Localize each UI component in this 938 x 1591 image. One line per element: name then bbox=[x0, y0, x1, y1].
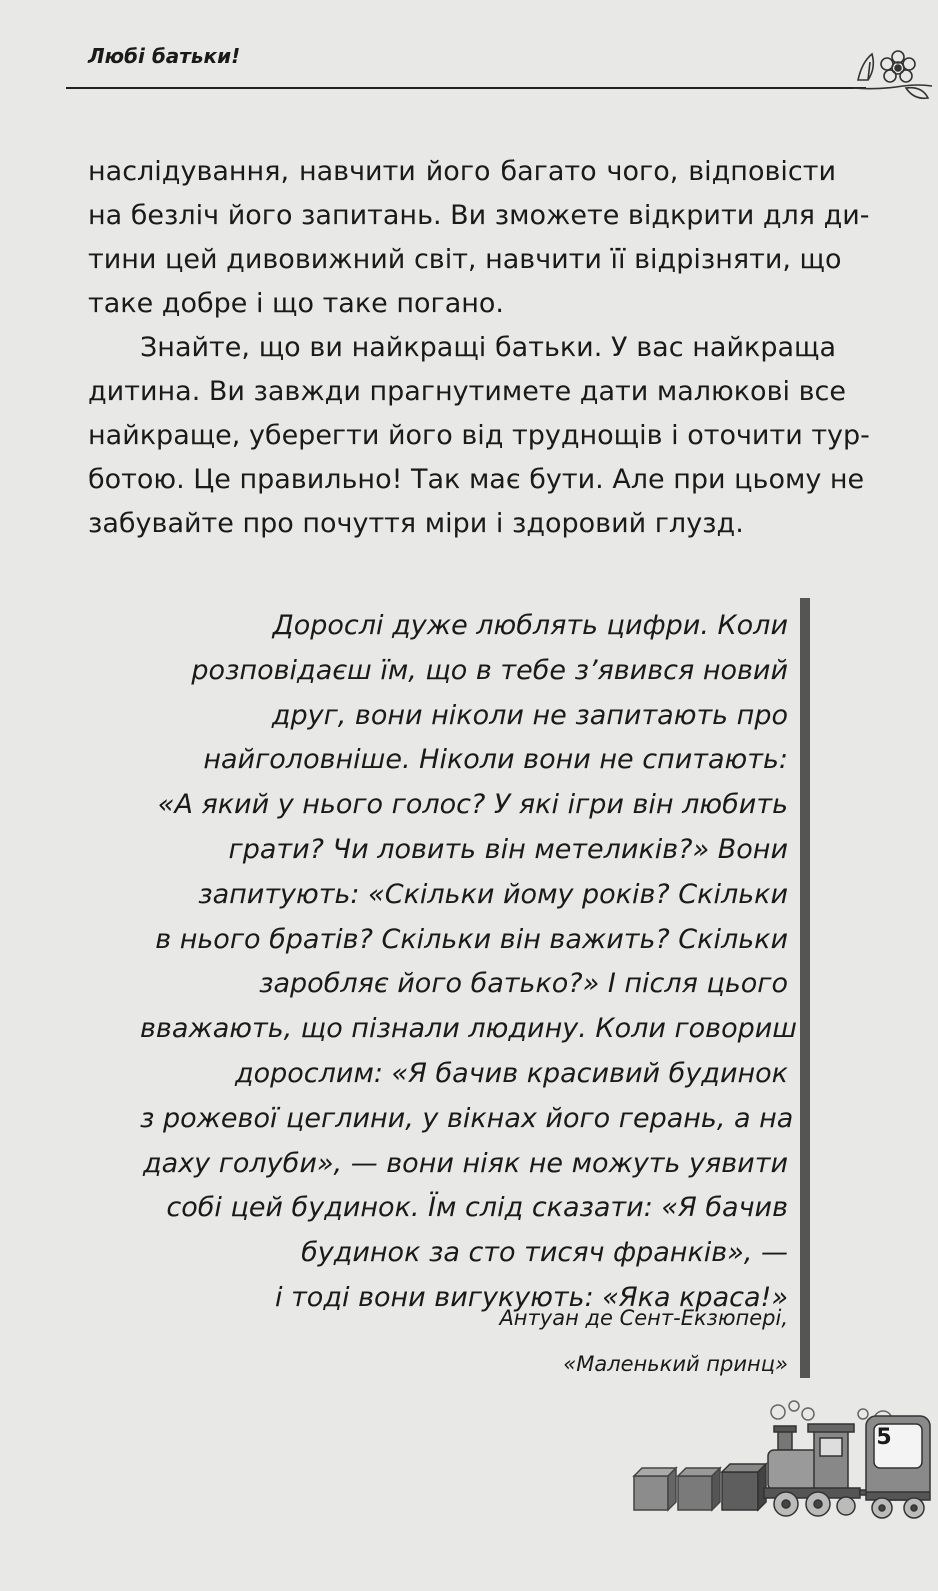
page-number: 5 bbox=[876, 1425, 892, 1450]
header-title: Любі батьки! bbox=[88, 44, 241, 68]
quote-line: з рожевої цеглини, у вікнах його герань, а на bbox=[140, 1102, 794, 1134]
quote-bar bbox=[800, 598, 810, 1378]
body-line: найкраще, уберегти його від труднощів і оточити тур- bbox=[88, 420, 870, 451]
block-icon bbox=[678, 1468, 720, 1510]
body-line: ботою. Це правильно! Так має бути. Але при цьому не bbox=[88, 464, 865, 495]
body-line: дитина. Ви завжди прагнутимете дати малюкові все bbox=[88, 376, 846, 407]
quote-line: Дорослі дуже люблять цифри. Коли bbox=[272, 610, 788, 641]
body-line: Знайте, що ви найкращі батьки. У вас найкраща bbox=[140, 332, 836, 363]
flower-icon bbox=[848, 40, 933, 110]
quote-line: грати? Чи ловить він метеликів?» Вони bbox=[228, 833, 788, 865]
quote-line: найголовніше. Ніколи вони не спитають: bbox=[203, 744, 788, 776]
body-line: наслідування, навчити його багато чого, відповісти bbox=[88, 156, 836, 187]
quote-line: «А який у нього голос? У які ігри він любить bbox=[157, 789, 788, 821]
block-icon bbox=[722, 1464, 766, 1510]
block-icon bbox=[634, 1468, 676, 1510]
quote-line: будинок за сто тисяч франків», — bbox=[301, 1237, 788, 1269]
body-line: забувайте про почуття міри і здоровий глузд. bbox=[88, 508, 744, 539]
body-line: на безліч його запитань. Ви зможете відкрити для ди- bbox=[88, 200, 870, 231]
body-line: таке добре і що таке погано. bbox=[88, 288, 504, 319]
quote-line: в нього братів? Скільки він важить? Скільки bbox=[155, 923, 788, 955]
quote-line: даху голуби», — вони ніяк не можуть уявити bbox=[142, 1147, 788, 1179]
quote-text bbox=[140, 604, 798, 1321]
quote-line: собі цей будинок. Їм слід сказати: «Я бачив bbox=[166, 1192, 788, 1224]
quote-line: розповідаєш їм, що в тебе з’явився новий bbox=[191, 654, 788, 686]
quote-author: Антуан де Сент-Екзюпері, bbox=[499, 1306, 788, 1330]
body-text bbox=[88, 150, 870, 546]
quote-source: «Маленький принц» bbox=[563, 1352, 788, 1376]
quote-line: запитують: «Скільки йому років? Скільки bbox=[198, 878, 788, 910]
body-line: тини цей дивовижний світ, навчити її відрізняти, що bbox=[88, 244, 842, 275]
quote-line: і тоді вони вигукують: «Яка краса!» bbox=[275, 1281, 788, 1313]
quote-line: вважають, що пізнали людину. Коли говориш bbox=[140, 1013, 798, 1045]
quote-line: друг, вони ніколи не запитають про bbox=[271, 699, 788, 731]
header-rule bbox=[66, 87, 866, 89]
quote-line: заробляє його батько?» І після цього bbox=[259, 968, 788, 1000]
quote-line: дорослим: «Я бачив красивий будинок bbox=[234, 1057, 788, 1089]
